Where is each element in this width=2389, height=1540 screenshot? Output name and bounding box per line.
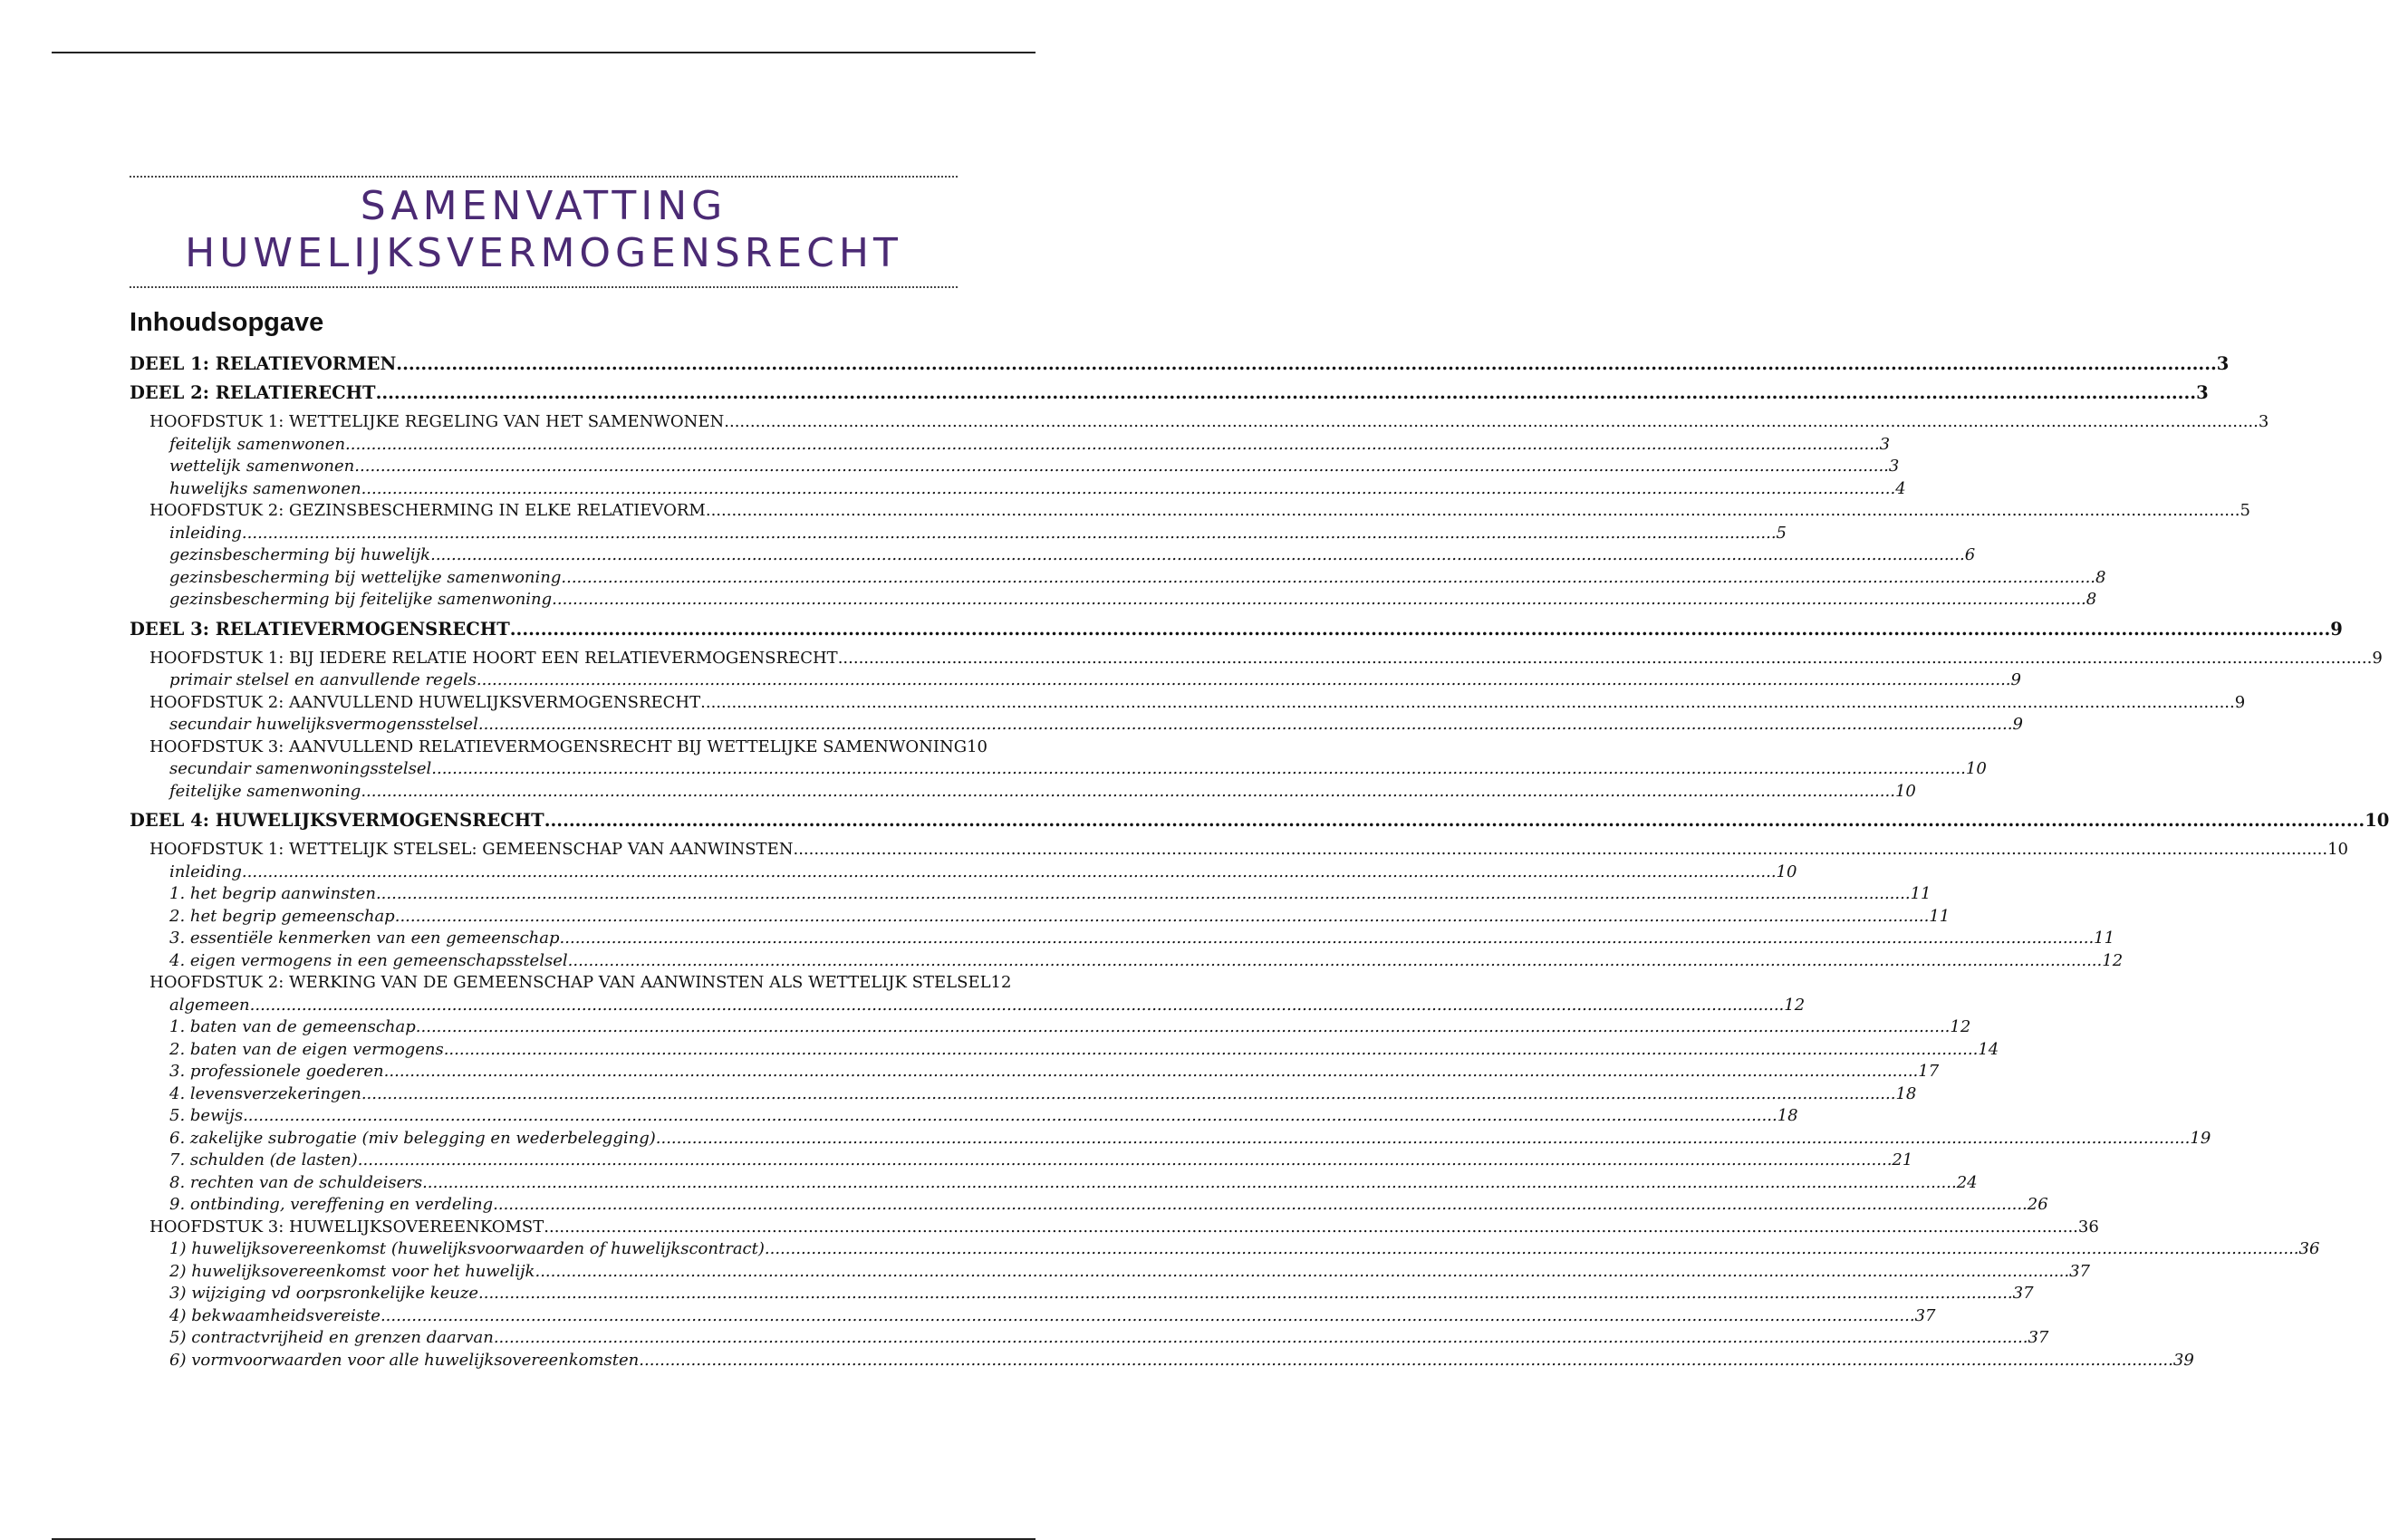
toc-section-entry[interactable] xyxy=(130,1172,1978,1195)
toc-section-entry[interactable] xyxy=(130,1105,1798,1128)
toc-section-entry[interactable] xyxy=(130,1150,1913,1172)
toc-dot-leader xyxy=(493,1194,2028,1217)
toc-dot-leader xyxy=(376,883,1911,906)
toc-entry-page: 3 xyxy=(1879,434,1891,454)
toc-section-entry[interactable] xyxy=(130,906,1951,929)
toc-section-entry[interactable] xyxy=(130,861,1797,884)
toc-part-entry[interactable] xyxy=(130,353,2230,375)
toc-entry-label: 2. het begrip gemeenschap xyxy=(169,906,395,926)
toc-section-entry[interactable] xyxy=(130,758,1987,781)
toc-entry-page: 12 xyxy=(1784,995,1806,1015)
document-title-line2: HUWELIJKSVERMOGENSRECHT xyxy=(185,230,902,276)
toc-section-entry[interactable] xyxy=(130,1327,2049,1350)
toc-entry-label: 1. het begrip aanwinsten xyxy=(169,884,376,903)
toc-part-entry[interactable] xyxy=(130,382,2209,404)
toc-part-entry[interactable] xyxy=(130,810,2389,832)
toc-section-entry[interactable] xyxy=(130,781,1916,804)
toc-entry-page: 12 xyxy=(2102,950,2124,970)
toc-dot-leader xyxy=(700,692,2235,715)
toc-entry-label: huwelijks samenwonen xyxy=(169,478,361,498)
toc-entry-label: 6. zakelijke subrogatie (miv belegging en wederbelegging) xyxy=(169,1128,656,1148)
toc-dot-leader xyxy=(706,500,2240,523)
toc-section-entry[interactable] xyxy=(130,1261,2090,1284)
toc-dot-leader xyxy=(345,434,1880,457)
toc-chapter-entry[interactable] xyxy=(130,839,2348,861)
toc-chapter-entry[interactable] xyxy=(130,411,2269,434)
toc-entry-page: 9 xyxy=(2010,670,2021,689)
toc-entry-page: 11 xyxy=(1910,884,1931,903)
toc-section-entry[interactable] xyxy=(130,544,1976,567)
toc-entry-label: 3) wijziging vd oorpsronkelijke keuze xyxy=(169,1284,479,1303)
toc-entry-page: 12 xyxy=(990,973,1012,992)
toc-dot-leader xyxy=(396,353,2217,375)
toc-entry-label: HOOFDSTUK 2: GEZINSBESCHERMING IN ELKE RELATIEVORM xyxy=(149,501,706,520)
toc-entry-label: 2) huwelijksovereenkomst voor het huwelijk xyxy=(169,1261,535,1281)
toc-chapter-entry[interactable] xyxy=(130,500,2250,523)
toc-section-entry[interactable] xyxy=(130,1194,2048,1217)
toc-dot-leader xyxy=(358,1150,1893,1172)
toc-dot-leader xyxy=(430,544,1965,567)
toc-dot-leader xyxy=(361,1083,1896,1106)
toc-section-entry[interactable] xyxy=(130,1039,1999,1062)
toc-section-entry[interactable] xyxy=(130,1128,2211,1150)
toc-entry-page: 11 xyxy=(2094,929,2115,948)
toc-heading: Inhoudsopgave xyxy=(130,308,324,337)
toc-section-entry[interactable] xyxy=(130,478,1906,501)
toc-entry-page: 19 xyxy=(2190,1128,2211,1148)
toc-chapter-entry[interactable] xyxy=(130,972,1012,995)
toc-entry-label: DEEL 3: RELATIEVERMOGENSRECHT xyxy=(130,618,510,640)
toc-section-entry[interactable] xyxy=(130,589,2097,611)
toc-entry-label: 3. essentiële kenmerken van een gemeenschap xyxy=(169,929,560,948)
toc-entry-label: gezinsbescherming bij feitelijke samenwoning xyxy=(169,590,553,609)
toc-dot-leader xyxy=(422,1172,1957,1195)
toc-dot-leader xyxy=(381,1305,1915,1328)
toc-dot-leader xyxy=(477,669,2011,692)
toc-dot-leader xyxy=(561,567,2095,590)
toc-entry-label: DEEL 4: HUWELIJKSVERMOGENSRECHT xyxy=(130,810,544,831)
toc-entry-page: 39 xyxy=(2172,1350,2194,1370)
toc-entry-page: 36 xyxy=(2298,1239,2320,1258)
toc-dot-leader xyxy=(639,1350,2173,1372)
toc-entry-label: HOOFDSTUK 3: HUWELIJKSOVEREENKOMST xyxy=(149,1217,544,1237)
toc-entry-label: 4. eigen vermogens in een gemeenschapsstelsel xyxy=(169,950,568,970)
toc-dot-leader xyxy=(395,906,1930,929)
table-of-contents xyxy=(130,353,2389,1372)
toc-entry-page: 5 xyxy=(2240,501,2250,520)
toc-dot-leader xyxy=(478,1283,2013,1305)
toc-entry-page: 26 xyxy=(2027,1195,2048,1214)
toc-dot-leader xyxy=(431,758,1966,781)
document-title-line1: SAMENVATTING xyxy=(360,183,727,229)
toc-entry-page: 14 xyxy=(1978,1039,1999,1059)
toc-section-entry[interactable] xyxy=(130,714,2023,736)
toc-dot-leader xyxy=(724,411,2259,434)
toc-entry-label: HOOFDSTUK 3: AANVULLEND RELATIEVERMOGENSRECHT BIJ WETTELIJKE SAMENWONING xyxy=(149,736,968,756)
toc-entry-page: 18 xyxy=(1777,1106,1798,1125)
toc-entry-page: 5 xyxy=(1776,523,1787,543)
toc-dot-leader xyxy=(838,648,2373,670)
toc-section-entry[interactable] xyxy=(130,1238,2320,1261)
toc-entry-page: 9 xyxy=(2330,618,2343,640)
toc-entry-page: 18 xyxy=(1895,1083,1917,1103)
document-title xyxy=(130,178,958,286)
toc-entry-page: 37 xyxy=(1914,1305,1936,1325)
toc-section-entry[interactable] xyxy=(130,434,1891,457)
toc-entry-page: 12 xyxy=(1950,1017,1971,1036)
toc-dot-leader xyxy=(544,1217,2078,1239)
toc-entry-label: 5) contractvrijheid en grenzen daarvan xyxy=(169,1328,494,1347)
toc-section-entry[interactable] xyxy=(130,883,1931,906)
toc-entry-label: secundair huwelijksvermogensstelsel xyxy=(169,715,478,734)
toc-entry-page: 9 xyxy=(2372,648,2383,668)
toc-entry-label: 5. bewijs xyxy=(169,1106,244,1125)
toc-entry-label: HOOFDSTUK 1: BIJ IEDERE RELATIE HOORT EEN RELATIEVERMOGENSRECHT xyxy=(149,648,838,668)
toc-entry-label: inleiding xyxy=(169,861,242,881)
toc-entry-page: 37 xyxy=(2012,1284,2034,1303)
toc-section-entry[interactable] xyxy=(130,669,2021,692)
title-block xyxy=(130,176,958,288)
toc-entry-page: 37 xyxy=(2069,1261,2090,1281)
toc-dot-leader xyxy=(354,456,1889,478)
toc-entry-page: 36 xyxy=(2077,1217,2099,1237)
toc-entry-label: 4. levensverzekeringen xyxy=(169,1083,361,1103)
toc-dot-leader xyxy=(656,1128,2191,1150)
toc-entry-label: 3. professionele goederen xyxy=(169,1062,384,1081)
toc-entry-page: 21 xyxy=(1892,1150,1913,1169)
toc-dot-leader xyxy=(416,1016,1951,1039)
toc-dot-leader xyxy=(361,478,1896,501)
toc-dot-leader xyxy=(560,928,2095,950)
toc-entry-page: 10 xyxy=(1776,861,1797,881)
toc-section-entry[interactable] xyxy=(130,950,2124,973)
toc-dot-leader xyxy=(250,995,1785,1017)
toc-dot-leader xyxy=(361,781,1895,804)
toc-entry-label: HOOFDSTUK 1: WETTELIJK STELSEL: GEMEENSCHAP VAN AANWINSTEN xyxy=(149,840,794,859)
toc-section-entry[interactable] xyxy=(130,1283,2034,1305)
toc-entry-page: 8 xyxy=(2086,590,2097,609)
toc-entry-page: 17 xyxy=(1918,1062,1940,1081)
toc-entry-label: 1) huwelijksovereenkomst (huwelijksvoorwaarden of huwelijkscontract) xyxy=(169,1239,765,1258)
toc-section-entry[interactable] xyxy=(130,1305,1936,1328)
toc-entry-page: 37 xyxy=(2028,1328,2049,1347)
toc-entry-page: 10 xyxy=(967,736,987,756)
toc-entry-page: 6 xyxy=(1964,545,1976,564)
toc-dot-leader xyxy=(568,950,2103,973)
toc-dot-leader xyxy=(444,1039,1979,1062)
toc-entry-page: 3 xyxy=(2258,412,2269,431)
toc-entry-page: 9 xyxy=(2012,715,2023,734)
toc-entry-label: 9. ontbinding, vereffening en verdeling xyxy=(169,1195,494,1214)
toc-entry-label: 7. schulden (de lasten) xyxy=(169,1150,358,1169)
toc-dot-leader xyxy=(243,1105,1777,1128)
toc-section-entry[interactable] xyxy=(130,1061,1940,1083)
toc-dot-leader xyxy=(384,1061,1919,1083)
toc-entry-label: primair stelsel en aanvullende regels xyxy=(169,670,477,689)
toc-entry-page: 9 xyxy=(2234,692,2246,712)
toc-dot-leader xyxy=(535,1261,2069,1284)
toc-part-entry[interactable] xyxy=(130,618,2343,640)
toc-entry-label: 2. baten van de eigen vermogens xyxy=(169,1039,444,1059)
toc-entry-label: gezinsbescherming bij huwelijk xyxy=(169,545,431,564)
toc-dot-leader xyxy=(510,619,2331,640)
toc-entry-label: HOOFDSTUK 2: AANVULLEND HUWELIJKSVERMOGENSRECHT xyxy=(149,692,701,712)
toc-entry-label: 6) vormvoorwaarden voor alle huwelijksovereenkomsten xyxy=(169,1350,640,1370)
toc-entry-page: 10 xyxy=(2327,840,2348,859)
toc-entry-label: wettelijk samenwonen xyxy=(169,457,355,476)
toc-dot-leader xyxy=(552,589,2086,611)
toc-chapter-entry[interactable] xyxy=(130,736,987,759)
toc-entry-page: 3 xyxy=(2196,382,2209,403)
toc-dot-leader xyxy=(765,1238,2299,1261)
toc-entry-label: algemeen xyxy=(169,995,250,1015)
toc-section-entry[interactable] xyxy=(130,995,1806,1017)
page-header-rule xyxy=(52,52,1036,53)
toc-entry-page: 4 xyxy=(1895,478,1906,498)
toc-entry-label: 1. baten van de gemeenschap xyxy=(169,1017,416,1036)
toc-dot-leader xyxy=(242,861,1777,884)
toc-entry-label: feitelijk samenwonen xyxy=(169,434,346,454)
toc-entry-label: secundair samenwoningsstelsel xyxy=(169,759,432,778)
toc-entry-label: DEEL 1: RELATIEVORMEN xyxy=(130,353,397,374)
toc-entry-label: feitelijke samenwoning xyxy=(169,781,361,801)
toc-section-entry[interactable] xyxy=(130,1350,2194,1372)
toc-section-entry[interactable] xyxy=(130,1083,1917,1106)
toc-entry-label: inleiding xyxy=(169,523,242,543)
toc-entry-page: 3 xyxy=(2216,353,2230,374)
toc-section-entry[interactable] xyxy=(130,567,2106,590)
toc-dot-leader xyxy=(478,714,2013,736)
toc-entry-label: 4) bekwaamheidsvereiste xyxy=(169,1305,381,1325)
toc-dot-leader xyxy=(793,839,2327,861)
toc-dot-leader xyxy=(242,523,1777,545)
toc-entry-page: 11 xyxy=(1929,906,1951,926)
toc-section-entry[interactable] xyxy=(130,1016,1971,1039)
toc-entry-label: gezinsbescherming bij wettelijke samenwoning xyxy=(169,567,562,587)
toc-section-entry[interactable] xyxy=(130,456,1900,478)
toc-entry-label: HOOFDSTUK 2: WERKING VAN DE GEMEENSCHAP VAN AANWINSTEN ALS WETTELIJK STELSEL xyxy=(149,973,991,992)
toc-entry-page: 24 xyxy=(1956,1172,1978,1192)
toc-entry-label: HOOFDSTUK 1: WETTELIJKE REGELING VAN HET SAMENWONEN xyxy=(149,412,725,431)
toc-dot-leader xyxy=(376,382,2197,404)
toc-entry-page: 10 xyxy=(1894,781,1916,801)
toc-entry-page: 10 xyxy=(2365,810,2389,831)
toc-section-entry[interactable] xyxy=(130,523,1787,545)
toc-entry-page: 10 xyxy=(1965,759,1987,778)
toc-dot-leader xyxy=(544,810,2365,832)
toc-chapter-entry[interactable] xyxy=(130,1217,2099,1239)
toc-entry-page: 3 xyxy=(1888,457,1900,476)
title-bottom-dotted-rule xyxy=(130,286,958,288)
toc-dot-leader xyxy=(494,1327,2028,1350)
toc-section-entry[interactable] xyxy=(130,928,2115,950)
toc-entry-page: 8 xyxy=(2095,567,2106,587)
toc-entry-label: 8. rechten van de schuldeisers xyxy=(169,1172,423,1192)
toc-chapter-entry[interactable] xyxy=(130,648,2383,670)
toc-entry-label: DEEL 2: RELATIERECHT xyxy=(130,382,376,403)
toc-chapter-entry[interactable] xyxy=(130,692,2246,715)
